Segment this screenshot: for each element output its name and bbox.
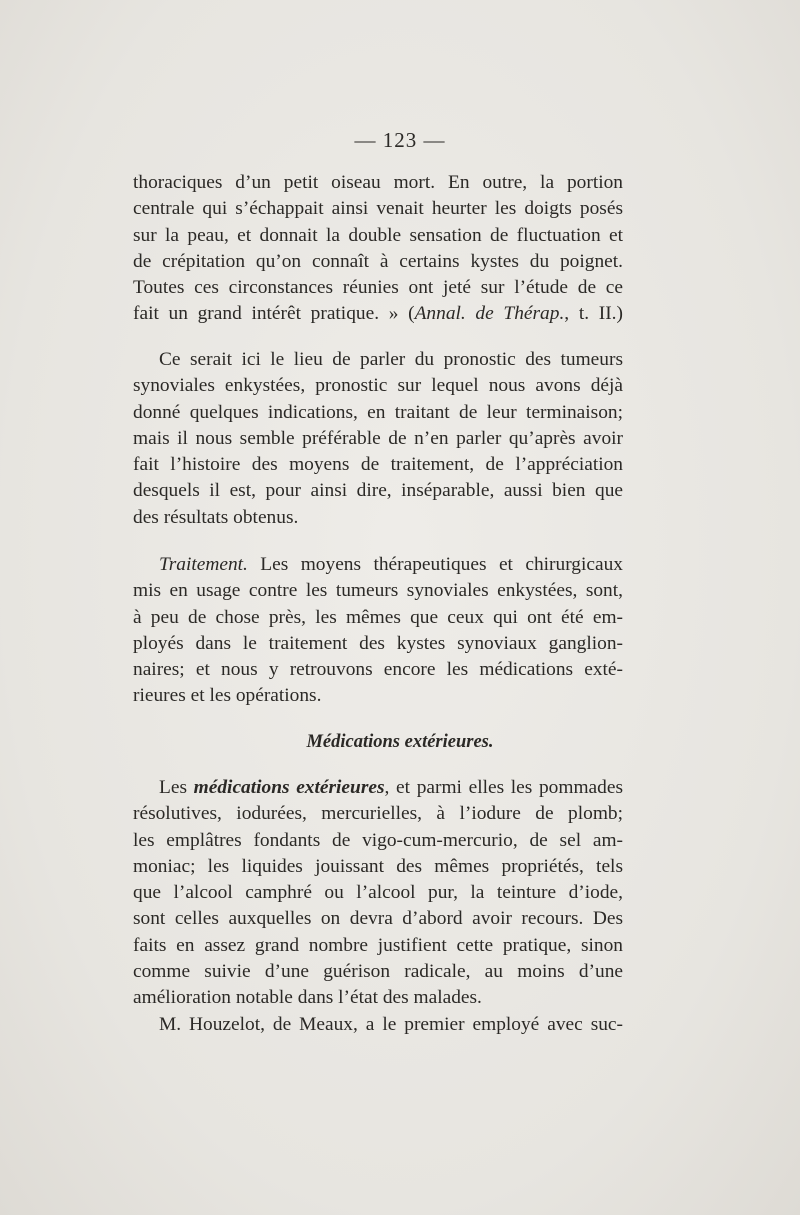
paragraph-1 [133, 170, 623, 328]
text-line: donné quelques indications, en traitant de leur terminaison; [133, 401, 623, 423]
emphasis: médications extérieures [193, 777, 385, 798]
text-line: faits en assez grand nombre justifient cette pratique, sinon [133, 934, 623, 956]
text-fragment: , et parmi elles les pommades [384, 777, 623, 798]
text-line [133, 552, 623, 578]
text-line: moniac; les liquides jouissant des mêmes propriétés, tels [133, 855, 623, 877]
text-line: naires; et nous y retrouvons encore les médications exté- [133, 659, 623, 681]
text-fragment: Les [159, 777, 194, 798]
text-fragment: , t. II.) [564, 303, 623, 325]
text-line-with-reference [133, 301, 623, 327]
paragraph-2 [133, 347, 623, 531]
text-line: comme suivie d’une guérison radicale, au moins d’une [133, 961, 623, 983]
text-line: rieures et les opérations. [133, 685, 322, 707]
text-line: desquels il est, pour ainsi dire, inséparable, aussi bien que [133, 480, 623, 502]
text-line: sont celles auxquelles on devra d’abord avoir recours. Des [133, 908, 623, 930]
text-line: à peu de chose près, les mêmes que ceux qui ont été em- [133, 606, 623, 628]
text-line: centrale qui s’échappait ainsi venait heurter les doigts posés [133, 198, 623, 220]
page-number: — 123 — [354, 128, 446, 152]
text-line: synoviales enkystées, pronostic sur lequel nous avons déjà [133, 375, 623, 397]
text-line: sur la peau, et donnait la double sensation de fluctuation et [133, 224, 623, 246]
text-fragment: fait un grand intérêt pratique. » ( [133, 303, 415, 325]
text-fragment: Les moyens thérapeutiques et chirurgicaux [247, 554, 623, 575]
text-line: amélioration notable dans l’état des malades. [133, 987, 482, 1009]
text-line: M. Houzelot, de Meaux, a le premier employé avec suc- [159, 1013, 623, 1035]
text-line: mais il nous semble préférable de n’en parler qu’après avoir [133, 427, 623, 449]
section-heading: Médications extérieures. [306, 732, 494, 752]
text-line: Ce serait ici le lieu de parler du pronostic des tumeurs [159, 349, 623, 370]
text-line: thoraciques d’un petit oiseau mort. En outre, la portion [133, 172, 623, 193]
section-lead: Traitement. [159, 554, 248, 575]
text-line: que l’alcool camphré ou l’alcool pur, la teinture d’iode, [133, 882, 623, 904]
text-line: des résultats obtenus. [133, 506, 299, 528]
paragraph-3 [133, 552, 623, 710]
text-line: résolutives, iodurées, mercurielles, à l’iodure de plomb; [133, 803, 623, 825]
text-line: Toutes ces circonstances réunies ont jeté sur l’étude de ce [133, 277, 623, 299]
text-line: les emplâtres fondants de vigo-cum-mercurio, de sel am- [133, 829, 623, 851]
text-line: mis en usage contre les tumeurs synoviales enkystées, sont, [133, 580, 623, 602]
text-line: ployés dans le traitement des kystes synoviaux ganglion- [133, 632, 623, 654]
text-line: de crépitation qu’on connaît à certains kystes du poignet. [133, 250, 623, 272]
text-line [133, 775, 623, 801]
journal-reference: Annal. de Thérap. [414, 303, 565, 325]
text-line: fait l’histoire des moyens de traitement, de l’appréciation [133, 454, 623, 476]
paragraph-4 [133, 775, 623, 1038]
